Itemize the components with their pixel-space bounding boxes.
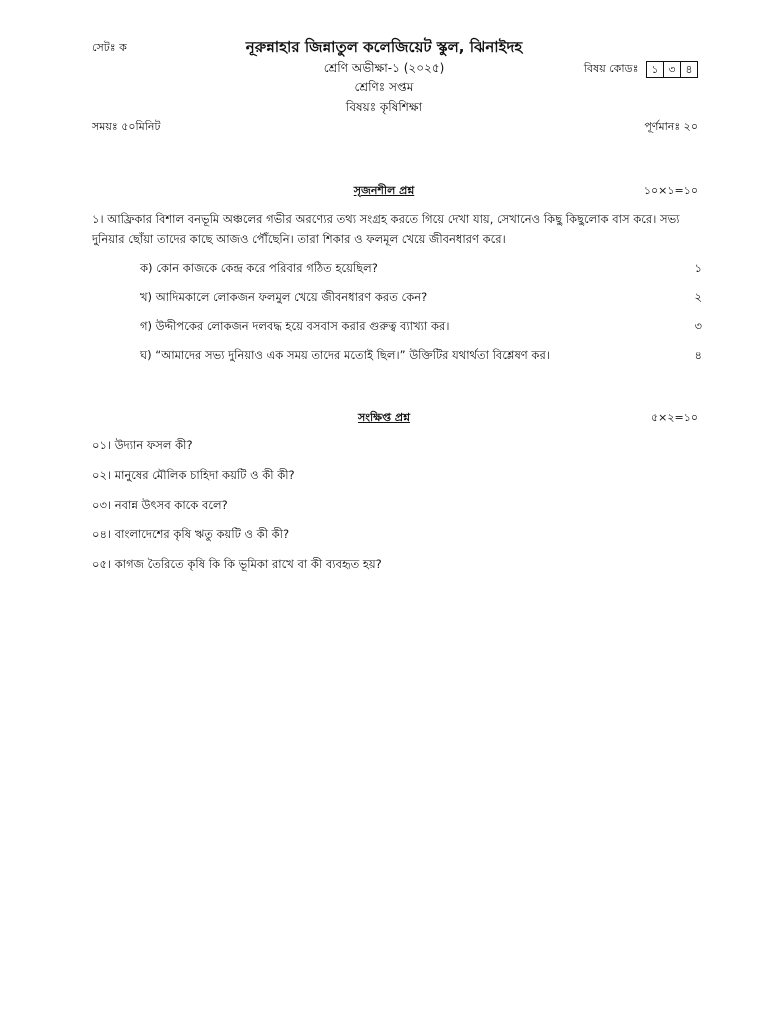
subquestion-text: ঘ) “আমাদের সভ্য দুনিয়াও এক সময় তাদের মতোই ছিল।” উক্তিটির যথার্থতা বিশ্লেষণ কর। [140, 348, 550, 362]
short-marks-formula: ৫×২=১০ [650, 411, 698, 424]
short-question: ০৩। নবান্ন উৎসব কাকে বলে? [92, 498, 228, 512]
subquestion-text: খ) আদিমকালে লোকজন ফলমুল খেয়ে জীবনধারণ করত কেন? [140, 290, 428, 304]
school-name: নূরুন্নাহার জিন্নাতুল কলেজিয়েট স্কুল, ঝিনাইদহ [245, 38, 523, 56]
short-question: ০৪। বাংলাদেশের কৃষি ঋতু কয়টি ও কী কী? [92, 527, 290, 541]
short-question: ০২। মানুষের মৌলিক চাহিদা কয়টি ও কী কী? [92, 468, 295, 482]
subquestion-text: গ) উদ্দীপকের লোকজন দলবদ্ধ হয়ে বসবাস করার গুরুত্ব ব্যাখ্যা কর। [140, 319, 450, 333]
time-label: সময়ঃ ৫০মিনিট [92, 120, 161, 133]
code-digit: ৩ [663, 62, 680, 77]
set-label: সেটঃ ক [92, 41, 127, 54]
subquestion-mark: ২ [694, 290, 702, 304]
class-label: শ্রেণিঃ সপ্তম [354, 80, 414, 94]
exam-name: শ্রেণি অভীক্ষা-১ (২০২৫) [323, 61, 445, 75]
short-section-title: সংক্ষিপ্ত প্রশ্ন [357, 411, 411, 424]
creative-marks-formula: ১০×১=১০ [643, 184, 698, 197]
subquestion-text: ক) কোন কাজকে কেন্দ্র করে পরিবার গঠিত হয়েছিল? [140, 261, 378, 275]
full-marks-label: পূর্ণমানঃ ২০ [644, 120, 698, 133]
short-question: ০১। উদ্যান ফসল কী? [92, 438, 193, 452]
code-digit: ১ [651, 62, 659, 76]
subquestion-mark: ৩ [694, 319, 702, 333]
subquestion [140, 289, 702, 308]
subquestion-mark: ১ [694, 261, 702, 275]
subquestion-mark: ৪ [694, 348, 702, 362]
subquestion [140, 260, 702, 279]
subject-code-boxes [646, 61, 698, 78]
subquestion [140, 347, 702, 366]
subquestion [140, 318, 702, 337]
subject-code [584, 60, 698, 79]
subject-code-label: বিষয় কোডঃ [583, 62, 639, 75]
short-question: ০৫। কাগজ তৈরিতে কৃষি কি কি ভূমিকা রাখে বা কী ব্যবহৃত হয়? [92, 557, 382, 571]
code-digit: ৪ [680, 62, 697, 77]
creative-stem: ১। আফ্রিকার বিশাল বনভূমি অঞ্চলের গভীর অরণ্যের তথ্য সংগ্রহ করতে গিয়ে দেখা যায়, সেখানেও কিছু কিছুলোক বাস করে। সভ্য দুনিয়ার ছোঁয়া তাদের কাছে আজও পৌঁছেনি। তারা শিকার ও ফলমূল খেয়ে জীবনধারণ করে। [92, 212, 680, 246]
creative-section-title: সৃজনশীল প্রশ্ন [353, 184, 415, 197]
subject-label: বিষয়ঃ কৃষিশিক্ষা [345, 100, 423, 114]
